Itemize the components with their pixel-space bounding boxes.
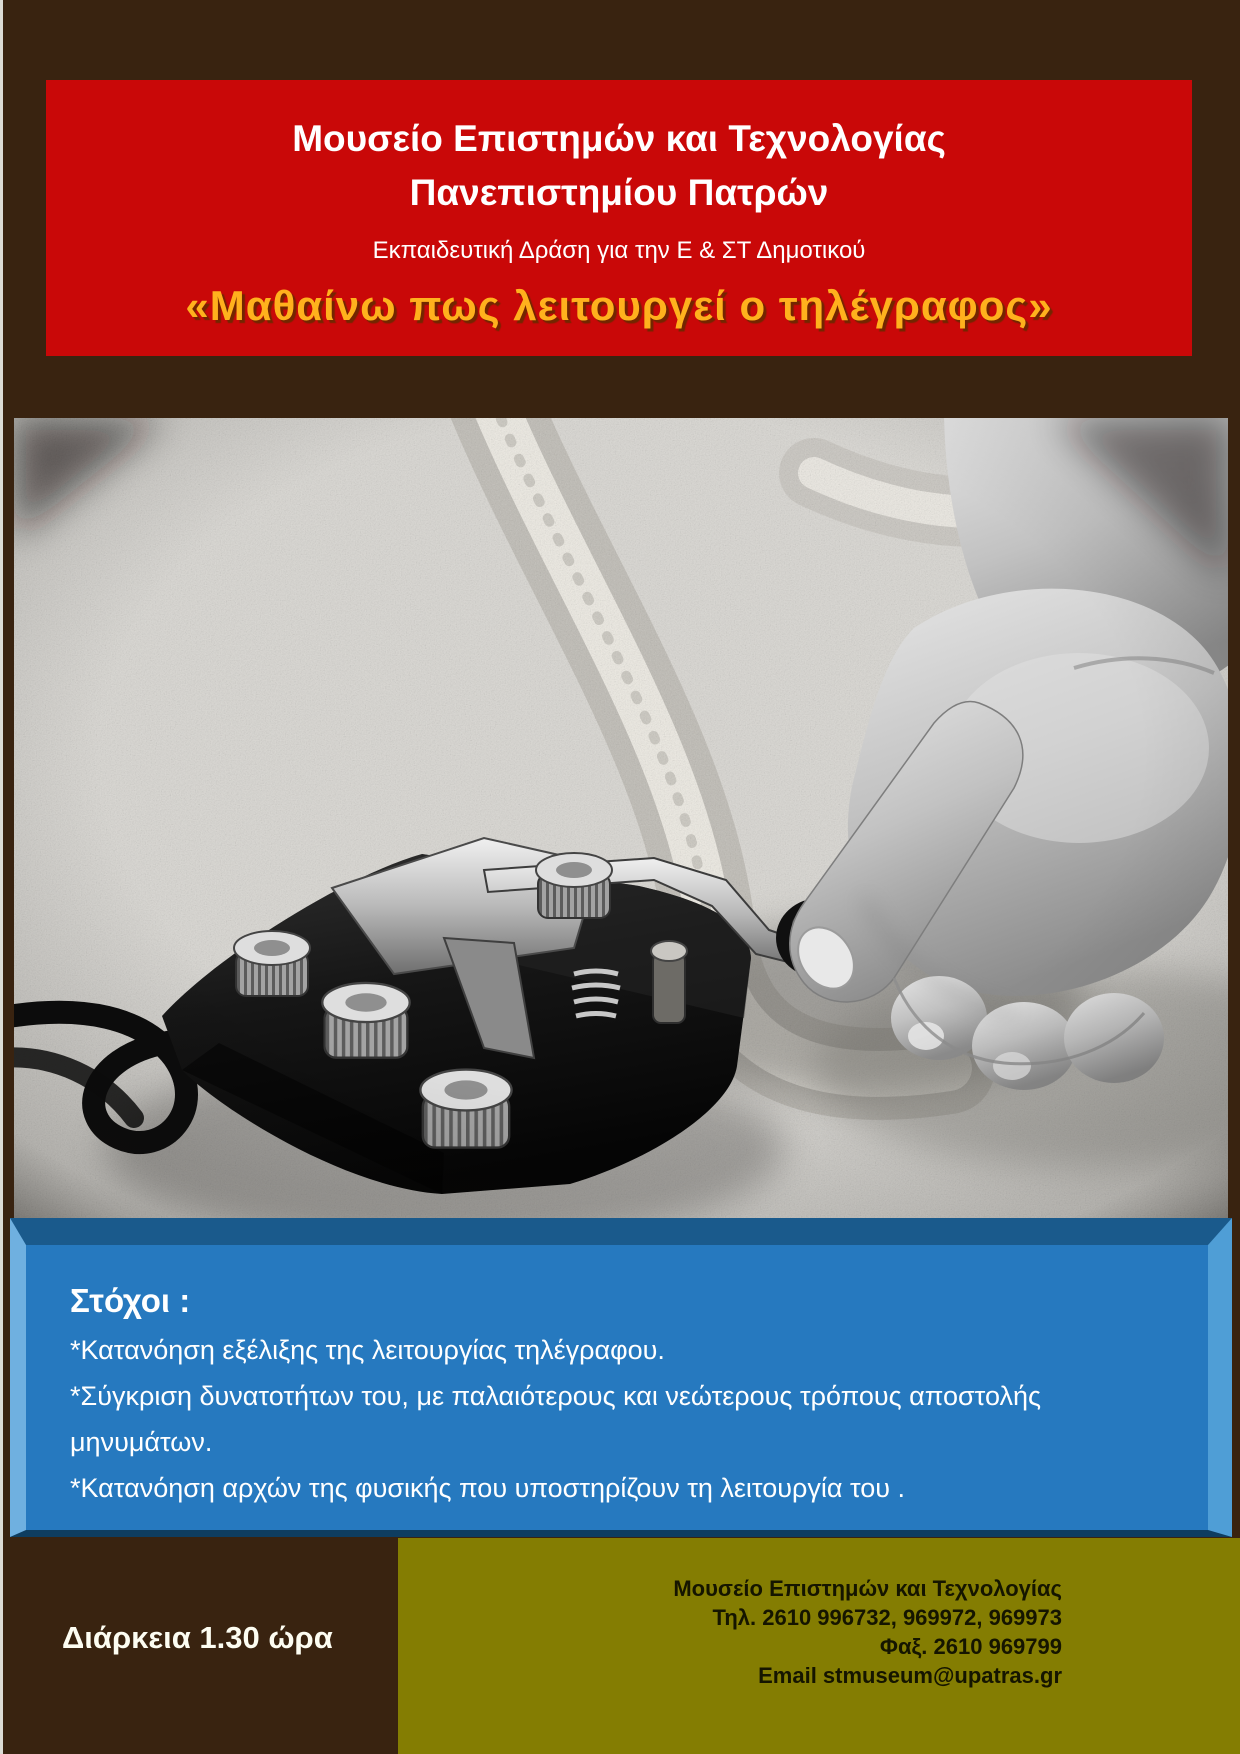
contact-line-email: Email stmuseum@upatras.gr — [758, 1663, 1062, 1688]
contact-line-fax: Φαξ. 2610 969799 — [879, 1634, 1062, 1659]
goals-panel — [10, 1218, 1232, 1537]
goal-line: *Κατανόηση εξέλιξης της λειτουργίας τηλέγραφου. — [70, 1335, 665, 1365]
telegraph-photo — [14, 418, 1228, 1218]
museum-title-line2: Πανεπιστημίου Πατρών — [409, 172, 829, 213]
contact-line-phone: Τηλ. 2610 996732, 969972, 969973 — [712, 1605, 1062, 1630]
education-subtitle: Εκπαιδευτική Δράση για την Ε & ΣΤ Δημοτικού — [372, 237, 866, 264]
goal-line: μηνυμάτων. — [70, 1427, 213, 1457]
goal-line: *Σύγκριση δυνατοτήτων του, με παλαιότερους και νεώτερους τρόπους αποστολής — [70, 1381, 1041, 1411]
contact-panel — [398, 1538, 1240, 1754]
photo-vignette — [14, 418, 1228, 1218]
header-banner — [46, 80, 1192, 356]
duration-label: Διάρκεια 1.30 ώρα — [62, 1620, 333, 1655]
museum-title-line1: Μουσείο Επιστημών και Τεχνολογίας — [292, 118, 946, 159]
goals-heading: Στόχοι : — [70, 1282, 191, 1319]
contact-line-museum: Μουσείο Επιστημών και Τεχνολογίας — [673, 1576, 1062, 1601]
page-left-edge — [0, 0, 3, 1754]
goal-line: *Κατανόηση αρχών της φυσικής που υποστηρίζουν τη λειτουργία του . — [70, 1473, 906, 1503]
activity-title: «Μαθαίνω πως λειτουργεί ο τηλέγραφος» — [185, 282, 1053, 329]
